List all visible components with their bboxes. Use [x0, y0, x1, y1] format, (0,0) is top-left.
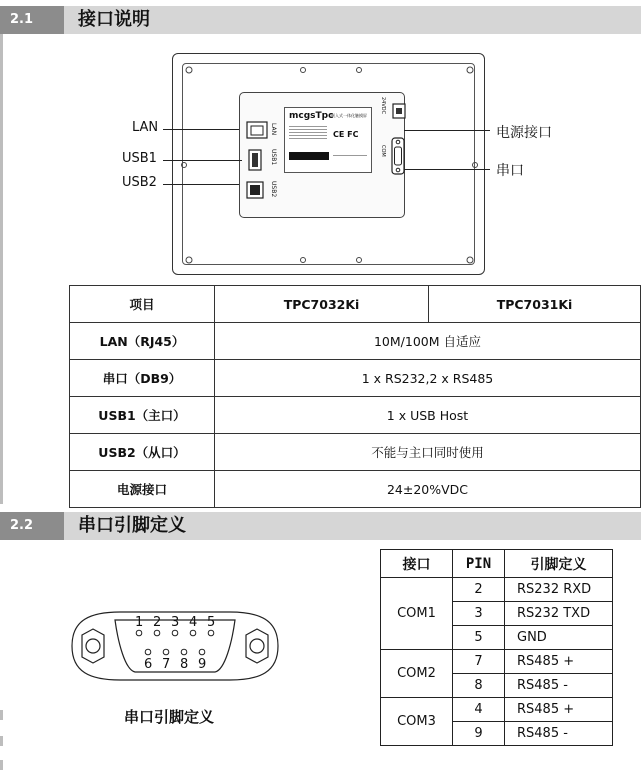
- row-value: 1 x RS232,2 x RS485: [215, 360, 641, 397]
- pin-definition: RS485 +: [505, 698, 613, 722]
- leader-lan: [163, 129, 239, 130]
- device-back-diagram: [172, 53, 485, 275]
- table-row: [70, 471, 641, 508]
- leader-power: [404, 130, 490, 131]
- pin-label: 8: [180, 657, 189, 672]
- table-row: [381, 650, 613, 674]
- section-number: 2.1: [0, 6, 64, 34]
- device-rear-housing: [239, 92, 405, 218]
- section-header-2-2: [0, 512, 641, 540]
- port-name: COM2: [381, 650, 453, 698]
- table-row: [70, 323, 641, 360]
- pin-definition: RS232 TXD: [505, 602, 613, 626]
- pin-label: 9: [198, 657, 207, 672]
- header-item: 项目: [70, 286, 215, 323]
- pin-label: 5: [207, 615, 216, 630]
- pin-label: 3: [171, 615, 180, 630]
- pin-label: 2: [153, 615, 162, 630]
- pin-label: 7: [162, 657, 171, 672]
- table-row: [381, 698, 613, 722]
- leader-usb2: [163, 184, 239, 185]
- table-header-row: [70, 286, 641, 323]
- port-label-power: 24VDC: [380, 97, 386, 115]
- certification-marks: CE FC: [333, 130, 359, 139]
- row-item: USB1（主口）: [70, 397, 215, 434]
- screw-post-icon: [246, 629, 268, 663]
- port-name: COM3: [381, 698, 453, 746]
- label-lan: LAN: [132, 120, 159, 135]
- section-title: 接口说明: [78, 9, 150, 30]
- section-number: 2.2: [0, 512, 64, 540]
- label-usb1: USB1: [122, 151, 157, 166]
- pin-number: 5: [453, 626, 505, 650]
- row-value: 1 x USB Host: [215, 397, 641, 434]
- section-header-2-1: [0, 6, 641, 34]
- brand-subtitle: 嵌入式一体化触摸屏: [331, 113, 367, 118]
- usb-b-port-icon: [246, 181, 264, 199]
- pin-definition: RS485 -: [505, 722, 613, 746]
- row-value: 不能与主口同时使用: [215, 434, 641, 471]
- port-label-usb2: USB2: [270, 181, 277, 198]
- port-name: COM1: [381, 578, 453, 650]
- brand-logo: mcgsTpc: [289, 111, 334, 121]
- pin-definition: GND: [505, 626, 613, 650]
- leader-usb1: [163, 160, 242, 161]
- pin-label: 4: [189, 615, 198, 630]
- left-rule-mark: [0, 736, 3, 746]
- row-item: LAN（RJ45）: [70, 323, 215, 360]
- row-item: USB2（从口）: [70, 434, 215, 471]
- table-row: [70, 397, 641, 434]
- pin-definition: RS485 -: [505, 674, 613, 698]
- screw-post-icon: [82, 629, 104, 663]
- rj45-port-icon: [246, 121, 268, 139]
- barcode-icon: [289, 152, 329, 160]
- nameplate-text-lines: [289, 124, 327, 142]
- port-label-com: COM: [380, 145, 386, 157]
- usb-a-port-icon: [248, 149, 262, 171]
- row-value: 10M/100M 自适应: [215, 323, 641, 360]
- db9-caption: 串口引脚定义: [124, 708, 215, 726]
- left-rule-mark: [0, 760, 3, 770]
- label-usb2: USB2: [122, 175, 157, 190]
- interface-spec-table: [69, 285, 641, 508]
- pin-number: 4: [453, 698, 505, 722]
- power-connector-icon: [392, 103, 406, 119]
- label-power-port: 电源接口: [496, 125, 552, 141]
- pin-number: 8: [453, 674, 505, 698]
- db9-connector-diagram: [60, 600, 290, 692]
- table-row: [70, 360, 641, 397]
- left-rule-mark: [0, 710, 3, 720]
- pin-number: 3: [453, 602, 505, 626]
- nameplate: [284, 107, 372, 173]
- pin-definition: RS232 RXD: [505, 578, 613, 602]
- pin-definition-table: [380, 549, 613, 746]
- label-serial-port: 串口: [496, 163, 524, 179]
- header-definition: 引脚定义: [505, 550, 613, 578]
- row-value: 24±20%VDC: [215, 471, 641, 508]
- table-row: [70, 434, 641, 471]
- header-pin: PIN: [453, 550, 505, 578]
- pin-label: 6: [144, 657, 153, 672]
- row-item: 串口（DB9）: [70, 360, 215, 397]
- pin-label: 1: [135, 615, 144, 630]
- port-label-lan: LAN: [270, 123, 277, 136]
- port-label-usb1: USB1: [270, 149, 277, 166]
- pin-number: 9: [453, 722, 505, 746]
- pin-number: 2: [453, 578, 505, 602]
- header-model-2: TPC7031Ki: [429, 286, 641, 323]
- leader-serial: [404, 169, 490, 170]
- left-rule: [0, 34, 3, 504]
- section-title: 串口引脚定义: [78, 515, 186, 536]
- row-item: 电源接口: [70, 471, 215, 508]
- nameplate-footer-line: [333, 155, 367, 156]
- table-header-row: [381, 550, 613, 578]
- pin-definition: RS485 +: [505, 650, 613, 674]
- pin-number: 7: [453, 650, 505, 674]
- header-port: 接口: [381, 550, 453, 578]
- table-row: [381, 578, 613, 602]
- header-model-1: TPC7032Ki: [215, 286, 429, 323]
